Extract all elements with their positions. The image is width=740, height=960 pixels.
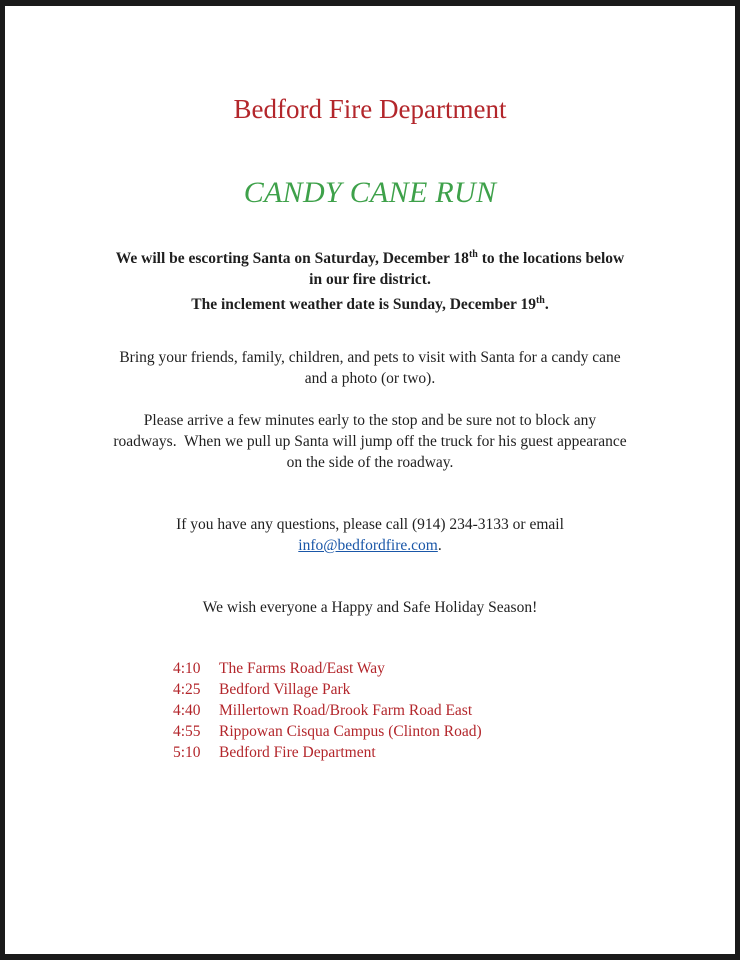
schedule-list <box>173 658 482 763</box>
schedule-row <box>173 721 482 742</box>
schedule-time: 4:25 <box>173 681 201 698</box>
schedule-location: Bedford Village Park <box>219 681 351 698</box>
schedule-row <box>173 700 482 721</box>
intro-line-2: in our fire district. <box>309 271 431 289</box>
bring-line-1: Bring your friends, family, children, and pets to visit with Santa for a candy cane <box>119 349 621 366</box>
bring-paragraph <box>65 347 675 389</box>
intro-line-3 <box>65 290 675 315</box>
questions-period: . <box>437 537 442 554</box>
wish-line: We wish everyone a Happy and Safe Holiday Season! <box>202 599 538 616</box>
schedule-row <box>173 679 482 700</box>
intro-line-1-sup: th <box>468 249 478 260</box>
schedule-row <box>173 742 482 763</box>
intro-line-1-tail: to the locations below <box>477 250 625 268</box>
arrive-line-2: roadways. When we pull up Santa will jump off the truck for his guest appearance <box>113 433 627 450</box>
schedule-time: 4:55 <box>173 723 201 740</box>
arrive-paragraph <box>65 410 675 473</box>
questions-paragraph <box>65 514 675 556</box>
intro-line-3-tail: . <box>544 296 549 314</box>
intro-line-3-sup: th <box>535 295 545 307</box>
arrive-line-3: on the side of the roadway. <box>286 454 454 471</box>
schedule-time: 5:10 <box>173 744 201 761</box>
schedule-time: 4:40 <box>173 702 201 719</box>
schedule-row <box>173 658 482 679</box>
intro-line-3-text: The inclement weather date is Sunday, December 19 <box>191 296 536 314</box>
questions-line-1: If you have any questions, please call (914) 234-3133 or email <box>176 516 564 533</box>
schedule-location: Bedford Fire Department <box>219 744 376 761</box>
schedule-location: Rippowan Cisqua Campus (Clinton Road) <box>219 723 482 740</box>
arrive-line-1: Please arrive a few minutes early to the stop and be sure not to block any <box>143 412 597 429</box>
schedule-location: Millertown Road/Brook Farm Road East <box>219 702 473 719</box>
event-subtitle: CANDY CANE RUN <box>243 176 497 209</box>
page-title: Bedford Fire Department <box>233 94 507 124</box>
bring-line-2: and a photo (or two). <box>304 370 436 387</box>
schedule-location: The Farms Road/East Way <box>219 660 385 677</box>
wish-paragraph <box>65 597 675 618</box>
email-link[interactable]: info@bedfordfire.com <box>298 537 438 554</box>
schedule-time: 4:10 <box>173 660 201 677</box>
intro-line-1-text: We will be escorting Santa on Saturday, December 18 <box>115 250 469 268</box>
intro-line-1 <box>65 244 675 269</box>
document-page <box>5 6 735 954</box>
intro-block <box>65 244 675 315</box>
questions-line-2 <box>65 535 675 556</box>
